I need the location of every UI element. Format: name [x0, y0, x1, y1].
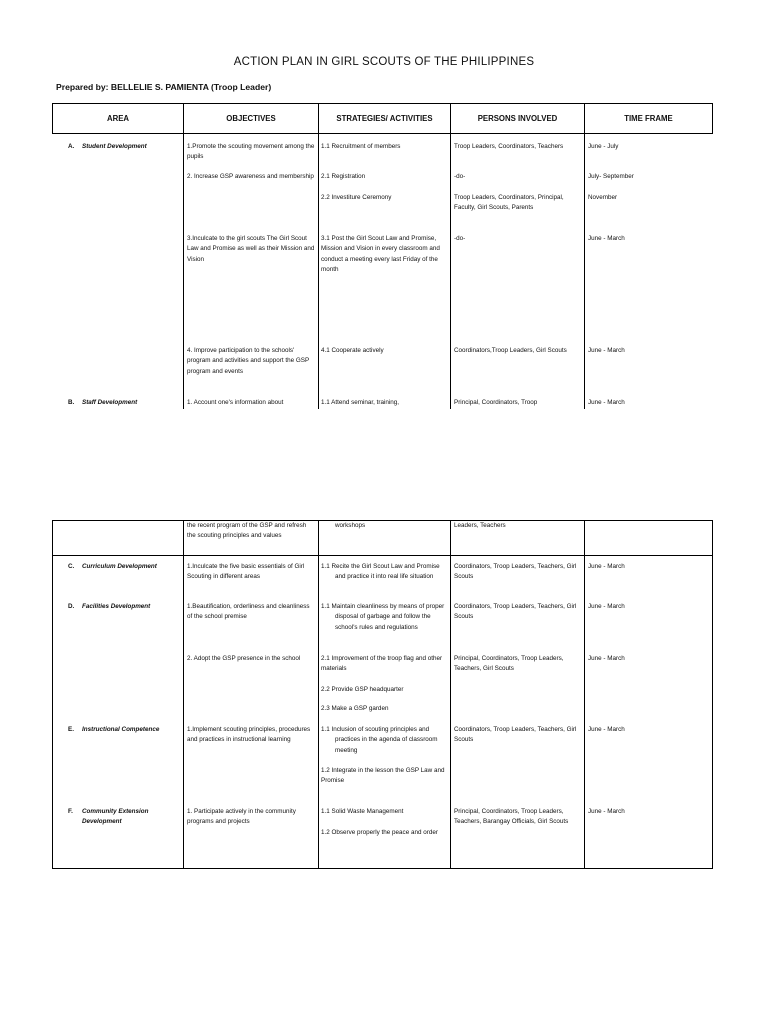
strategy-d4: 2.3 Make a GSP garden: [321, 705, 389, 712]
time-e1: June - March: [588, 726, 625, 733]
table2-divider-1: [183, 520, 184, 869]
strategy-b1: 1.1 Attend seminar, training,: [321, 399, 400, 406]
time-b1: June - March: [588, 399, 625, 406]
objective-e1: 1.Implement scouting principles, procedures and practices in instructional learning: [187, 726, 311, 744]
objective-b1: 1. Account one's information about: [187, 399, 284, 406]
objective-a4: 4. Improve participation to the schools' program and activities and support the GSP program and events: [187, 347, 310, 375]
time-a2: July- September: [588, 173, 634, 180]
strategy-a4: 3.1 Post the Girl Scout Law and Promise, Mission and Vision in every classroom and conduct a meeting every last Friday of the month: [321, 235, 440, 274]
table1-divider-2: [318, 103, 319, 409]
table1-border-top: [52, 103, 713, 104]
persons-f1: Principal, Coordinators, Troop Leaders, Teachers, Barangay Officials, Girl Scouts: [454, 808, 569, 826]
table1-divider-3: [450, 103, 451, 409]
document-title: ACTION PLAN IN GIRL SCOUTS OF THE PHILIPPINES: [233, 56, 535, 68]
persons-a1: Troop Leaders, Coordinators, Teachers: [454, 143, 564, 150]
time-a4: June - March: [588, 235, 625, 242]
strategy-f1: 1.1 Solid Waste Management: [321, 808, 404, 815]
persons-a5: Coordinators,Troop Leaders, Girl Scouts: [454, 347, 567, 354]
area-instructional-competence: Instructional Competence: [82, 726, 160, 733]
objective-f1: 1. Participate actively in the community programs and projects: [187, 808, 296, 826]
row-letter-e: E.: [68, 726, 74, 733]
header-persons: PERSONS INVOLVED: [477, 114, 558, 123]
time-a3: November: [588, 194, 618, 201]
header-area: AREA: [106, 114, 130, 123]
objective-d1: 1.Beautification, orderliness and cleanliness of the school premise: [187, 603, 310, 621]
time-a1: June - July: [588, 143, 619, 150]
header-objectives: OBJECTIVES: [226, 114, 276, 123]
header-time-frame: TIME FRAME: [624, 114, 673, 123]
persons-c1: Coordinators, Troop Leaders, Teachers, Girl Scouts: [454, 563, 577, 581]
strategy-a1: 1.1 Recruitment of members: [321, 143, 401, 150]
strategy-a5: 4.1 Cooperate actively: [321, 347, 384, 354]
row-letter-b: B.: [68, 399, 75, 406]
persons-d2: Principal, Coordinators, Troop Leaders, Teachers, Girl Scouts: [454, 655, 564, 673]
objective-d2: 2. Adopt the GSP presence in the school: [187, 655, 301, 662]
objective-a1: 1.Promote the scouting movement among the pupils: [187, 143, 315, 161]
persons-b1: Principal, Coordinators, Troop: [454, 399, 538, 406]
strategy-b1-continued: workshops: [335, 522, 366, 529]
area-staff-development: Staff Development: [82, 399, 138, 406]
strategy-d2: 2.1 Improvement of the troop flag and other materials: [321, 655, 443, 673]
objective-a2: 2. Increase GSP awareness and membership: [187, 173, 314, 180]
area-facilities-development: Facilities Development: [82, 603, 151, 610]
time-a5: June - March: [588, 347, 625, 354]
strategy-a3: 2.2 Investiture Ceremony: [321, 194, 392, 201]
table1-divider-1: [183, 103, 184, 409]
persons-a3: Troop Leaders, Coordinators, Principal, Faculty, Girl Scouts, Parents: [454, 194, 564, 212]
area-curriculum-development: Curriculum Development: [82, 563, 157, 570]
time-c1: June - March: [588, 563, 625, 570]
table2-border-bottom: [52, 868, 713, 869]
table2-border-right: [712, 520, 713, 869]
row-letter-a: A.: [68, 143, 75, 150]
area-community-extension-development: Community Extension Development: [82, 808, 149, 826]
table2-row-divider: [52, 555, 713, 556]
table2-divider-2: [318, 520, 319, 869]
row-letter-c: C.: [68, 563, 75, 570]
persons-d1: Coordinators, Troop Leaders, Teachers, Girl Scouts: [454, 603, 577, 621]
persons-a4: -do-: [454, 235, 466, 242]
persons-b1-continued: Leaders, Teachers: [454, 522, 506, 529]
persons-a2: -do-: [454, 173, 466, 180]
table2-border-left: [52, 520, 53, 869]
objective-a3: 3.Inculcate to the girl scouts The Girl Scout Law and Promise as well as their Mission and Vision: [187, 235, 315, 263]
time-f1: June - March: [588, 808, 625, 815]
objective-b1-continued: the recent program of the GSP and refresh the scouting principles and values: [187, 522, 307, 540]
strategy-e1: 1.1 Inclusion of scouting principles and practices in the agenda of classroom meeting: [321, 726, 438, 754]
strategy-d1: 1.1 Maintain cleanliness by means of proper disposal of garbage and follow the school's rules and regulations: [321, 603, 445, 631]
strategy-a2: 2.1 Registration: [321, 173, 366, 180]
table1-border-header: [52, 133, 713, 134]
prepared-by: Prepared by: BELLELIE S. PAMIENTA (Troop Leader): [56, 82, 272, 92]
objective-c1: 1.Inculcate the five basic essentials of Girl Scouting in different areas: [187, 563, 305, 581]
row-letter-f: F.: [68, 808, 73, 815]
area-student-development: Student Development: [82, 143, 147, 150]
strategy-e2: 1.2 Integrate in the lesson the GSP Law and Promise: [321, 767, 445, 785]
row-letter-d: D.: [68, 603, 75, 610]
persons-e1: Coordinators, Troop Leaders, Teachers, Girl Scouts: [454, 726, 577, 744]
time-d2: June - March: [588, 655, 625, 662]
time-d1: June - March: [588, 603, 625, 610]
table1-divider-4: [584, 103, 585, 409]
strategy-f2: 1.2 Observe properly the peace and order: [321, 829, 438, 836]
table1-border-right: [712, 103, 713, 134]
strategy-c1: 1.1 Recite the Girl Scout Law and Promise and practice it into real life situation: [321, 563, 440, 581]
strategy-d3: 2.2 Provide GSP headquarter: [321, 686, 404, 693]
table2-divider-4: [584, 520, 585, 869]
header-strategies: STRATEGIES/ ACTIVITIES: [336, 114, 433, 123]
table2-divider-3: [450, 520, 451, 869]
